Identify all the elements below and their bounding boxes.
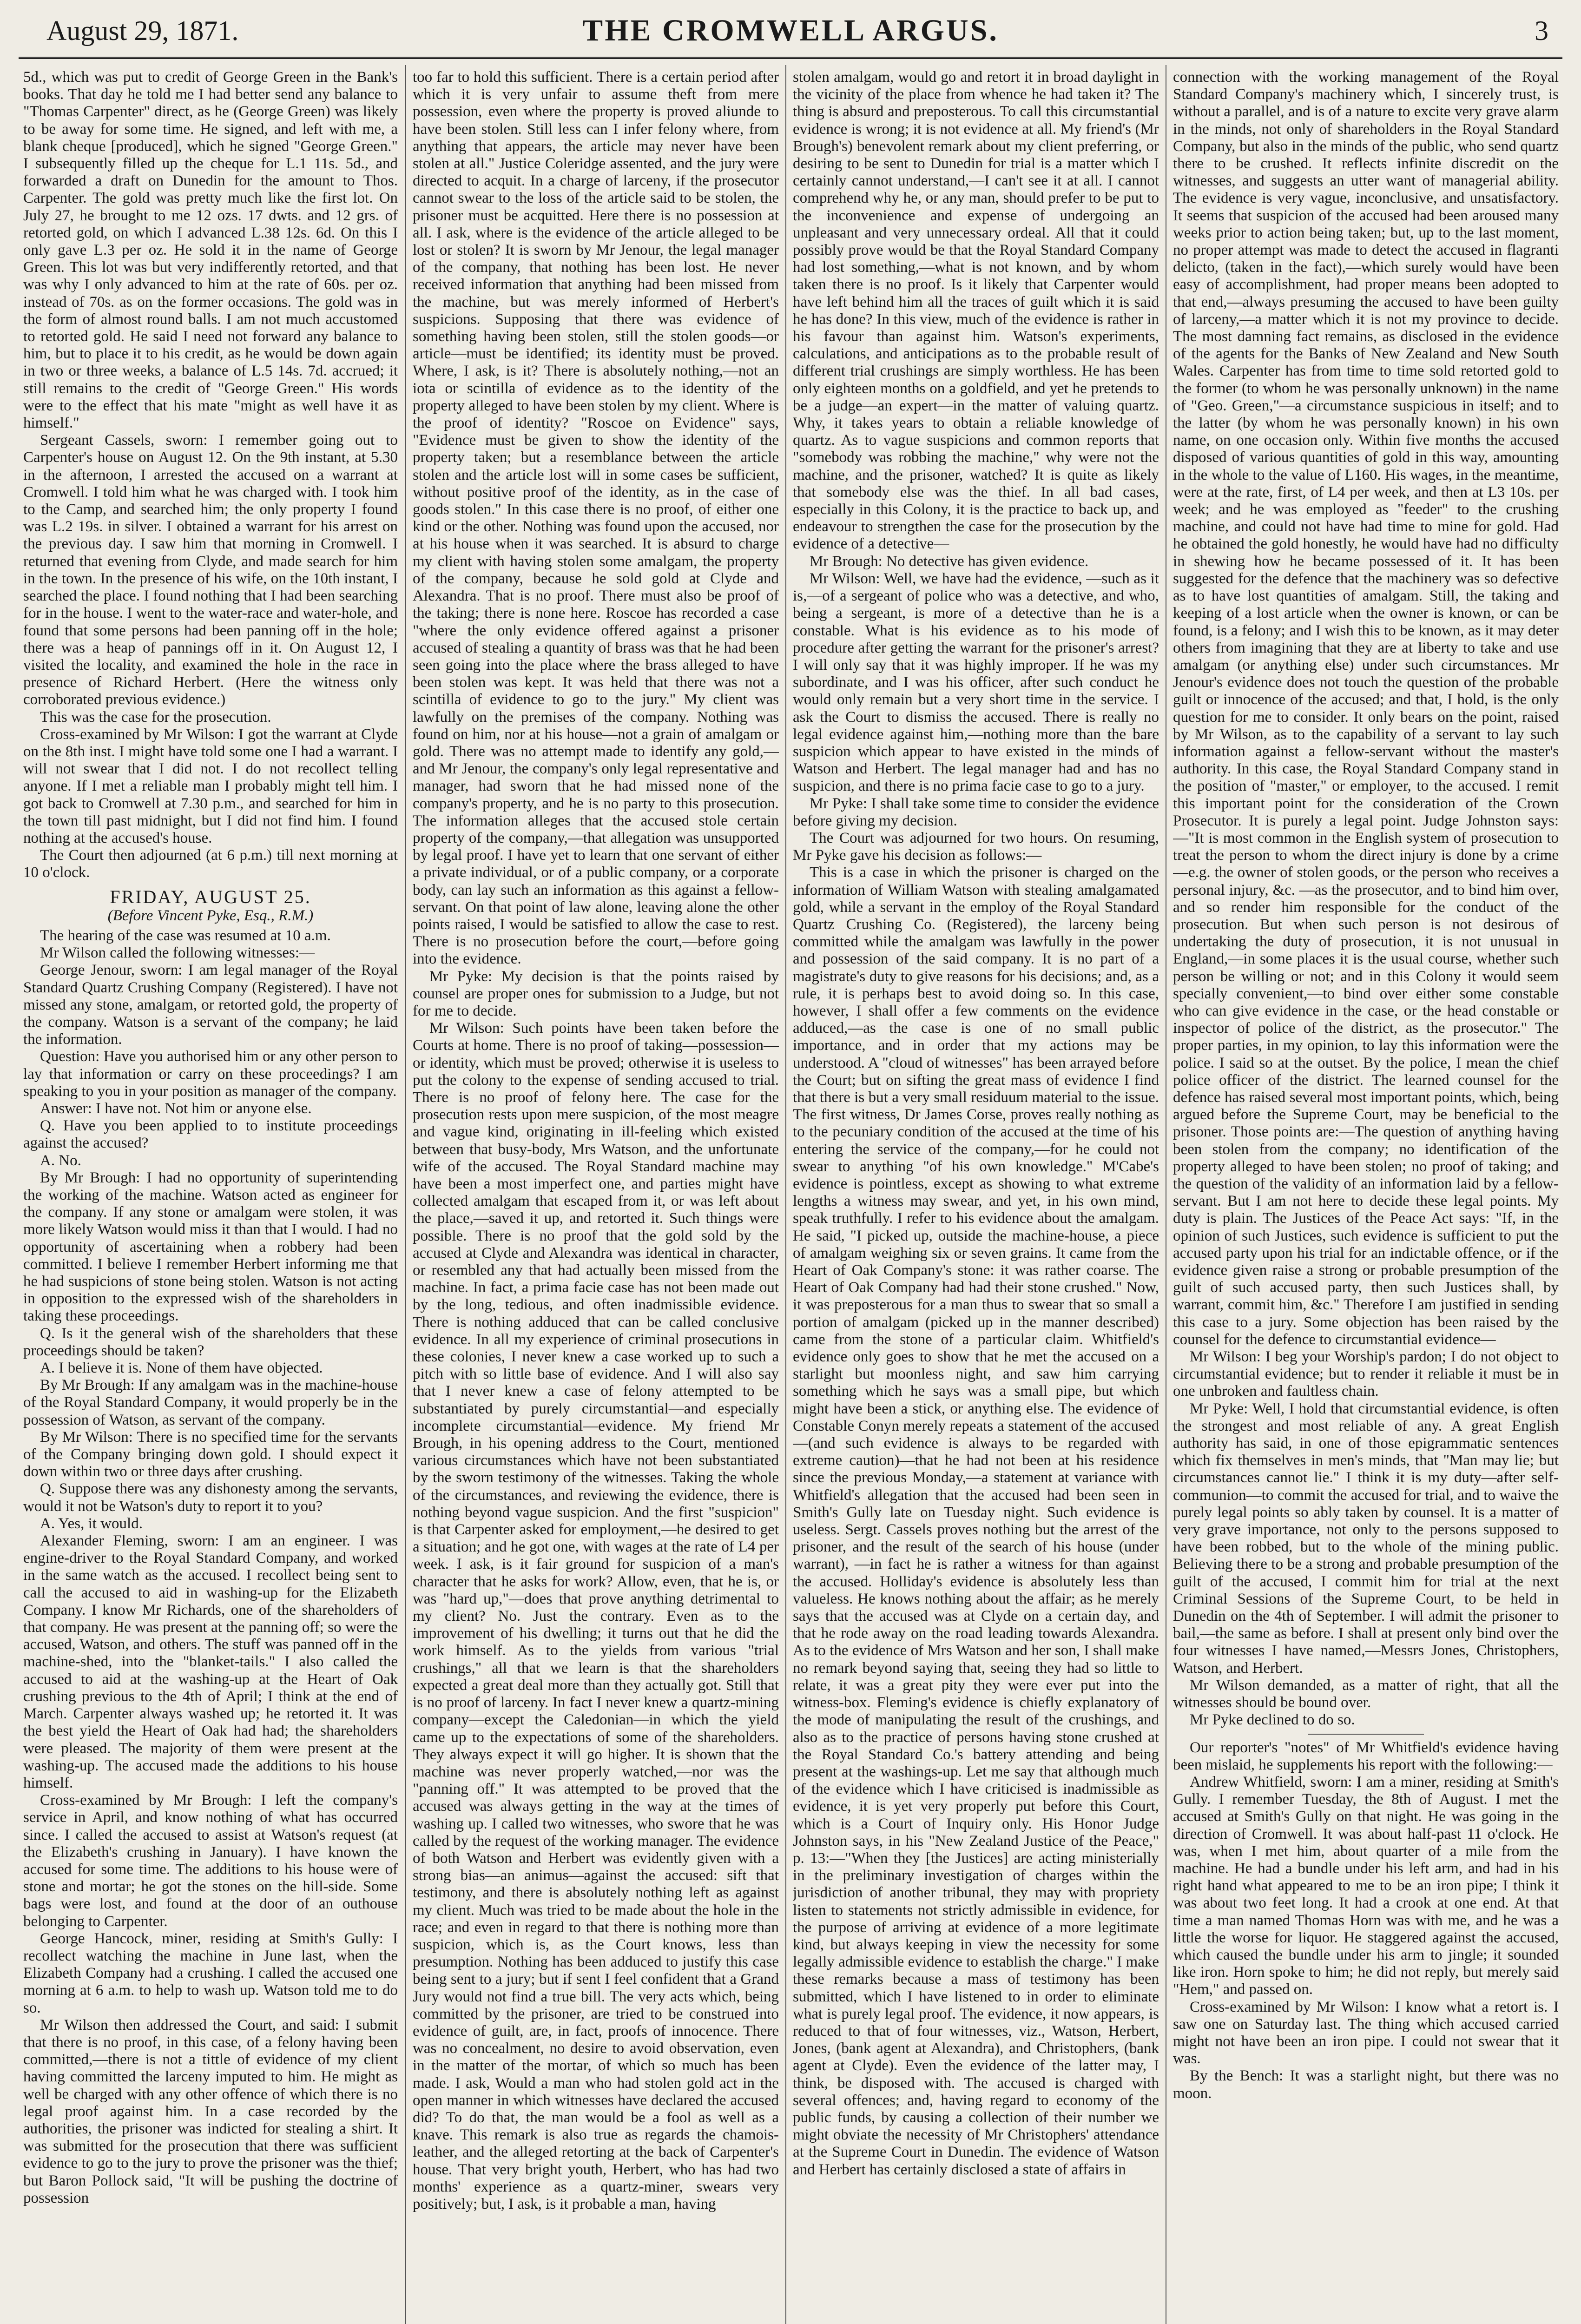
issue-date: August 29, 1871.	[46, 15, 239, 46]
article-paragraph: stolen amalgam, would go and retort it in broad daylight in the vicinity of the place from whence he had taken it? The thing is absurd and preposterous. To call this circumstantial evidence is wrong; it is not evidence at all. My friend's (Mr Brough's) benevolent remark about my client preferring, or desiring to be sent to Dunedin for trial is a matter which I certainly cannot understand,—I can't see it at all. I cannot comprehend why he, or any man, should prefer to be put to the inconvenience and expense of undergoing an unpleasant and very unnecessary ordeal. All that it could possibly prove would be that the Royal Standard Company had lost something,—what is not known, and by whom taken there is no proof. Is it likely that Carpenter would have left behind him all the traces of guilt which it is said he has done? In this view, much of the evidence is rather in his favour than against him. Watson's experiments, calculations, and anticipations as to the probable result of different trial crushings are simply worthless. He has been only eighteen months on a goldfield, and yet he pretends to be a judge—an expert—in the matter of valuing quartz. Why, it takes years to obtain a reliable knowledge of quartz. As to vague suspicions and common reports that "somebody was robbing the machine," why were not the machine, and the prisoner, watched? It is quite as likely that somebody else was the thief. In all bad cases, especially in this Colony, it is the practice to back up, and endeavour to strengthen the case for the prosecution by the evidence of a detective—	[793, 69, 1159, 553]
article-paragraph: By Mr Brough: If any amalgam was in the machine-house of the Royal Standard Company, it would properly be in the possession of Watson, as servant of the company.	[23, 1377, 398, 1428]
article-paragraph: Q. Is it the general wish of the shareholders that these proceedings should be taken?	[23, 1325, 398, 1359]
article-paragraph: George Hancock, miner, residing at Smith's Gully: I recollect watching the machine in June last, when the Elizabeth Company had a crushing. I called the accused one morning at 6 a.m. to help to wash up. Watson told me to do so.	[23, 1930, 398, 2016]
article-paragraph: A. Yes, it would.	[40, 1515, 143, 1532]
column-1	[23, 69, 398, 2324]
article-paragraph: Cross-examined by Mr Wilson: I know what a retort is. I saw one on Saturday last. The thing which accused carried might not have been an iron pipe. I could not swear that it was.	[1173, 1998, 1559, 2067]
article-paragraph: Mr Wilson then addressed the Court, and said: I submit that there is no proof, in this case, of a felony having been committed,—there is not a tittle of evidence of my client having committed the larceny imputed to him. He might as well be charged with any other offence of which there is no legal proof against him. In a case recorded by the authorities, the prisoner was indicted for stealing a shirt. It was submitted for the prosecution that there was sufficient evidence to go to the jury to prove the prisoner was the thief; but Baron Pollock said, "It will be pushing the doctrine of possession	[23, 2016, 398, 2206]
article-paragraph: Mr Wilson: Well, we have had the evidence, —such as it is,—of a sergeant of police who was a detective, and who, being a sergeant, is more of a detective than he is a constable. What is his evidence as to his mode of procedure after getting the warrant for the prisoner's arrest? I will only say that it was highly improper. If he was my subordinate, and I was his officer, after such conduct he would only remain but a very short time in the service. I ask the Court to dismiss the accused. There is really no legal evidence against him,—nothing more than the bare suspicion which appear to have existed in the minds of Watson and Herbert. The legal manager had and has no suspicion, and there is no prima facie case to go to a jury.	[793, 570, 1159, 795]
article-paragraph: Q. Have you been applied to to institute proceedings against the accused?	[23, 1117, 398, 1152]
column-rule	[405, 65, 406, 2324]
masthead	[19, 10, 1562, 59]
article-paragraph: A. I believe it is. None of them have objected.	[40, 1360, 323, 1377]
article-paragraph: Mr Brough: No detective has given evidence.	[810, 553, 1089, 570]
article-paragraph: By Mr Brough: I had no opportunity of superintending the working of the machine. Watson acted as engineer for the company. If any stone or amalgam were stolen, it was more likely Watson would miss it than that I would. I had no opportunity of ascertaining when a robbery had been committed. I believe I remember Herbert informing me that he had suspicions of stone being stolen. Watson is not acting in opposition to the expressed wish of the shareholders in taking these proceedings.	[23, 1169, 398, 1325]
article-paragraph: Cross-examined by Mr Wilson: I got the warrant at Clyde on the 8th inst. I might have told some one I had a warrant. I will not swear that I did not. I do not recollect telling anyone. If I met a reliable man I probably might tell him. I got back to Cromwell at 7.30 p.m., and searched for him in the town till past midnight, but I did not find him. I found nothing at the accused's house.	[23, 726, 398, 846]
column-2	[413, 69, 779, 2324]
article-paragraph: Our reporter's "notes" of Mr Whitfield's evidence having been mislaid, he supplements his report with the following:—	[1173, 1739, 1559, 1773]
column-3	[793, 69, 1159, 2324]
article-paragraph: A. No.	[40, 1152, 81, 1169]
article-paragraph: This was the case for the prosecution.	[40, 708, 271, 726]
article-paragraph: too far to hold this sufficient. There is a certain period after which it is very unfair to assume theft from mere possession, even where the property is proved aliunde to have been stolen. Still less can I infer felony where, from anything that appears, the article may never have been stolen at all." Justice Coleridge assented, and the jury were directed to acquit. In a charge of larceny, if the prosecutor cannot swear to the loss of the article said to be stolen, the prisoner must be acquitted. Here there is no possession at all. I ask, where is the evidence of the article alleged to be lost or stolen? It is sworn by Mr Jenour, the legal manager of the company, that nothing has been lost. He never received information that anything had been missed from the machine, but was merely informed of Herbert's suspicions. Supposing that there was evidence of something having been stolen, still the stolen goods—or article—must be identified; its identity must be proved. Where, I ask, is it? There is absolutely nothing,—not an iota or scintilla of evidence as to the identity of the property alleged to have been stolen by my client. Where is the proof of identity? "Roscoe on Evidence" says, "Evidence must be given to show the identity of the property taken; but a resemblance between the article stolen and the article lost will in some cases be sufficient, without positive proof of the identity, as in the case of goods stolen." In this case there is no proof, of either one kind or the other. Nothing was found upon the accused, nor at his house when it was searched. It is absurd to charge my client with having stolen some amalgam, the property of the company, because he sold gold at Clyde and Alexandra. That is no proof. There must also be proof of the taking; there is none here. Roscoe has recorded a case "where the only evidence offered against a prisoner accused of stealing a quantity of brass was that he had been seen going into the place where the brass alleged to have been stolen was kept. It was held that there was not a scintilla of evidence to go to the jury." My client was lawfully on the premises of the company. Nothing was found on him, nor at his house—not a grain of amalgam or gold. There was no attempt made to identify any gold,—and Mr Jenour, the company's only legal representative and manager, had sworn that he had missed none of the company's property, and he is no party to this prosecution. The information alleges that the accused stole certain property of the company,—that allegation was unsupported by legal proof. I have yet to learn that one servant of either a private individual, or of a public company, or a corporate body, can lay such an information as this against a fellow-servant. On that point of law alone, leaving alone the other points raised, I would be satisfied to allow the case to rest. There is no prosecution before the court,—before going into the evidence.	[413, 69, 779, 968]
article-paragraph: Mr Wilson called the following witnesses:—	[40, 944, 315, 962]
article-paragraph: George Jenour, sworn: I am legal manager of the Royal Standard Quartz Crushing Company (Registered). I have not missed any stone, amalgam, or retorted gold, the property of the company. Watson is a servant of the company; he laid the information.	[23, 962, 398, 1048]
article-paragraph: This is a case in which the prisoner is charged on the information of William Watson with stealing amalgamated gold, while a servant in the employ of the Royal Standard Quartz Crushing Co. (Registered), the larceny being committed while the amalgam was lawfully in the power and possession of the said company. It is no part of a magistrate's duty to give reasons for his decisions; and, as a rule, it is perhaps best to avoid doing so. In this case, however, I shall offer a few comments on the evidence adduced,—as the case is one of no small public importance, and in order that my actions may be understood. A "cloud of witnesses" has been arrayed before the Court; but on sifting the great mass of evidence I find that there is but a very small residuum material to the issue. The first witness, Dr James Corse, proves really nothing as to the pecuniary condition of the accused at the time of his entering the service of the company,—for he could not swear to anything "of his own knowledge." M'Cabe's evidence is pointless, except as showing to what extreme lengths a witness may swear, and yet, in his own mind, speak truthfully. I refer to his evidence about the amalgam. He said, "I picked up, outside the machine-house, a piece of amalgam weighing six or seven grains. It came from the Heart of Oak Company's stone: it was rather coarse. The Heart of Oak Company had had their stone crushed." Now, it was preposterous for a man thus to swear that so small a portion of amalgam (picked up in the manner described) came from the stone of a particular claim. Whitfield's evidence only goes to show that he met the accused on a starlight but moonless night, and saw him carrying something which he says was a small pipe, but which might have been a stick, or anything else. The evidence of Constable Conyn merely repeats a statement of the accused—(and such evidence is always to be regarded with extreme caution)—that he had not been at his residence since the previous Monday,—a statement at variance with Whitfield's allegation that the accused had been seen in Smith's Gully late on Tuesday night. Such evidence is useless. Sergt. Cassels proves nothing but the arrest of the prisoner, and the result of the search of his house (under warrant), —in fact he is rather a witness for than against the accused. Holliday's evidence is absolutely less than valueless. He knows nothing about the affair; as he merely says that the accused was at Clyde on a certain day, and that he rode away on the road leading towards Alexandra. As to the evidence of Mrs Watson and her son, I shall make no remark beyond saying that, seeing they had so little to relate, it was a great pity they were ever put into the witness-box. Fleming's evidence is chiefly explanatory of the mode of manipulating the result of the crushings, and also as to the practice of persons having stone crushed at the Royal Standard Co.'s battery attending and being present at the washings-up. Let me say that although much of the evidence which I have criticised is inadmissible as evidence, it is yet very properly put before this Court, which is a Court of Inquiry only. His Honor Judge Johnston says, in his "New Zealand Justice of the Peace," p. 13:—"When they [the Justices] are acting ministerially in the preliminary investigation of charges within the jurisdiction of another tribunal, they may with propriety listen to statements not strictly admissible in evidence, for the purpose of arriving at evidence of a more legitimate kind, but always keeping in view the necessity for some legally admissible evidence to establish the charge." I make these remarks because a mass of testimony has been submitted, which I have listened to in order to eliminate what is purely legal proof. The evidence, it now appears, is reduced to that of four witnesses, viz., Watson, Herbert, Jones, (bank agent at Alexandra), and Christophers, (bank agent at Clyde). Even the evidence of the latter may, I think, be disposed with. The accused is charged with several offences; and, having regard to economy of the public funds, by causing a collection of their number we might obviate the necessity of Mr Christophers' attendance at the Supreme Court in Dunedin. The evidence of Watson and Herbert has certainly disclosed a state of affairs in	[793, 864, 1159, 2178]
article-paragraph: The hearing of the case was resumed at 10 a.m.	[40, 927, 331, 944]
article-paragraph: Mr Wilson: Such points have been taken before the Courts at home. There is no proof of taking—possession—or identity, which must be proved; otherwise it is useless to put the colony to the expense of sending accused to trial. There is no proof of felony here. The case for the prosecution rests upon mere suspicion, of the most meagre and vague kind, originating in ill-feeling which existed between that busy-body, Mrs Watson, and the unfortunate wife of the accused. The Royal Standard machine may have been a most imperfect one, and parties might have collected amalgam that escaped from it, or was left about the place,—saved it up, and retorted it. Such things were possible. There is no proof that the gold sold by the accused at Clyde and Alexandra was identical in character, or resembled any that had actually been missed from the machine. In fact, a prima facie case has not been made out by the long, tedious, and often inadmissible evidence. There is nothing adduced that can be called conclusive evidence. In all my experience of criminal prosecutions in these colonies, I never knew a case worked up to such a pitch with so little base of evidence. And I will also say that I never knew a case of felony attempted to be substantiated by purely circumstantial—and especially incomplete circumstantial—evidence. My friend Mr Brough, in his opening address to the Court, mentioned various circumstances which have not been substantiated by the sworn testimony of the witnesses. Taking the whole of the circumstances, and reviewing the evidence, there is nothing beyond vague suspicion. And the first "suspicion" is that Carpenter asked for employment,—he desired to get a situation; and he got one, with wages at the rate of L4 per week. I ask, is it fair ground for suspicion of a man's character that he asks for work? Allow, even, that he is, or was "hard up,"—does that prove anything detrimental to my client? No. Just the contrary. Even as to the improvement of his dwelling; it turns out that he did the work himself. As to the yields from various "trial crushings," all that we learn is that the shareholders expected a great deal more than they actually got. Still that is no proof of larceny. In fact I never knew a quartz-mining company—except the Caledonian—in which the yield came up to the expectations of some of the shareholders. They always expect it will go higher. It is shown that the machine was never properly watched,—nor was the "panning off." It was attempted to be proved that the accused was always getting in the way at the times of washing up. I called two witnesses, who swore that he was called by the request of the working manager. The evidence of both Watson and Herbert was evidently given with a strong bias—an animus—against the accused: sift that testimony, and there is absolutely nothing left as against my client. Much was tried to be made about the hole in the race; and even in regard to that there is nothing more than suspicion, which is, as the Court knows, less than presumption. Nothing has been adduced to justify this case being sent to a jury; but if sent I feel confident that a Grand Jury would not find a true bill. The very acts which, being committed by the prisoner, are tried to be construed into evidence of guilt, are, in fact, proofs of innocence. There was no concealment, no desire to avoid observation, even in the matter of the mortar, of which so much has been made. I ask, Would a man who had stolen gold act in the open manner in which witnesses have declared the accused did? To do that, the man would be a fool as well as a knave. This remark is also true as regards the chamois-leather, and the alleged retorting at the back of Carpenter's house. That very bright youth, Herbert, who has had two months' experience as a quartz-miner, swears very positively; but, I ask, is it probable a man, having	[413, 1020, 779, 2212]
article-paragraph: Question: Have you authorised him or any other person to lay that information or carry on these proceedings? I am speaking to you in your position as manager of the company.	[23, 1048, 398, 1100]
article-paragraph: Mr Pyke declined to do so.	[1190, 1711, 1355, 1729]
newspaper-title: THE CROMWELL ARGUS.	[582, 13, 999, 47]
section-separator	[1308, 1734, 1424, 1735]
article-paragraph: Cross-examined by Mr Brough: I left the company's service in April, and know nothing of what has occurred since. I called the accused to assist at Watson's request (at the Elizabeth's crushing in January). I have known the accused for some time. The additions to his house were of stone and mortar; he got the stones on the hill-side. Some bags were lost, and found at the door of an outhouse belonging to Carpenter.	[23, 1792, 398, 1930]
article-paragraph: The Court then adjourned (at 6 p.m.) till next morning at 10 o'clock.	[23, 847, 398, 881]
article-paragraph: Sergeant Cassels, sworn: I remember going out to Carpenter's house on August 12. On the 9th instant, at 5.30 in the afternoon, I arrested the accused on a warrant at Cromwell. I told him what he was charged with. I took him to the Camp, and searched him; the only property I found was L.2 19s. in silver. I obtained a warrant for his arrest on the previous day. I saw him that morning in Cromwell. I returned that evening from Clyde, and made search for him in the town. In the presence of his wife, on the 10th instant, I searched the place. I found nothing that I had been searching for in the house. I went to the water-race and water-hole, and found that some persons had been panning off in the hole; there was a heap of pannings off in it. On August 12, I visited the locality, and examined the hole in the race in presence of Richard Herbert. (Here the witness only corroborated previous evidence.)	[23, 432, 398, 708]
article-paragraph: Q. Suppose there was any dishonesty among the servants, would it not be Watson's duty to report it to you?	[23, 1480, 398, 1515]
article-paragraph: Mr Pyke: I shall take some time to consider the evidence before giving my decision.	[793, 795, 1159, 829]
article-paragraph: Mr Wilson demanded, as a matter of right, that all the witnesses should be bound over.	[1173, 1677, 1559, 1711]
article-paragraph: By Mr Wilson: There is no specified time for the servants of the Company bringing down gold. I should expect it down within two or three days after crushing.	[23, 1428, 398, 1480]
article-paragraph: Mr Pyke: Well, I hold that circumstantial evidence, is often the strongest and most reliable of any. A great English authority has said, in one of those epigrammatic sentences which fix themselves in men's minds, that "Man may lie; but circumstances cannot lie." I think it is my duty—after self-communion—to commit the accused for trial, and to waive the purely legal points so ably taken by counsel. It is a matter of very grave importance, not only to the persons supposed to have been robbed, but to the whole of the mining public. Believing there to be a strong and probable presumption of the guilt of the accused, I commit him for trial at the next Criminal Sessions of the Supreme Court, to be held in Dunedin on the 4th of September. I will admit the prisoner to bail,—the same as before. I shall at present only bind over the four witnesses I have named,—Messrs Jones, Christophers, Watson, and Herbert.	[1173, 1400, 1559, 1677]
column-4	[1173, 69, 1559, 2324]
article-paragraph: Alexander Fleming, sworn: I am an engineer. I was engine-driver to the Royal Standard Company, and worked in the same watch as the accused. I recollect being sent to call the accused to aid in washing-up for the Elizabeth Company. I know Mr Richards, one of the shareholders of that company. He was present at the panning off; so were the accused, Watson, and others. The stuff was panned off in the machine-shed, into the "blanket-tails." I also called the accused to aid at the washing-up at the Heart of Oak crushing previous to the 4th of April; I think at the end of March. Carpenter always washed up; he retorted it. It was the best yield the Heart of Oak had had; the shareholders were pleased. The majority of them were present at the washing-up. The accused made the additions to his house himself.	[23, 1532, 398, 1791]
article-paragraph: 5d., which was put to credit of George Green in the Bank's books. That day he told me I had better send any balance to "Thomas Carpenter" direct, as he (George Green) was likely to be away for some time. He signed, and left with me, a blank cheque [produced], which he signed "George Green." I subsequently filled up the cheque for L.1 11s. 5d., and forwarded a draft on Dunedin for the amount to Thos. Carpenter. The gold was pretty much like the first lot. On July 27, he brought to me 12 ozs. 17 dwts. and 12 grs. of retorted gold, on which I advanced L.38 12s. 6d. On this I only gave L.3 per oz. He sold it in the name of George Green. This lot was but very indifferently retorted, and that was why I only advanced to him at the rate of 60s. per oz. instead of 70s. as on the former occasions. The gold was in the form of almost round balls. I am not much accustomed to retorted gold. He said I need not forward any balance to him, but to place it to his credit, as he would be down again in two or three weeks, a balance of L.5 14s. 7d. accrued; it still remains to the credit of "George Green." His words were to the effect that his mate "might as well have it as himself."	[23, 69, 398, 432]
article-paragraph: Andrew Whitfield, sworn: I am a miner, residing at Smith's Gully. I remember Tuesday, the 8th of August. I met the accused at Smith's Gully on that night. He was going in the direction of Cromwell. It was about half-past 11 o'clock. He was, when I met him, about quarter of a mile from the machine. He had a bundle under his left arm, and had in his right hand what appeared to me to be an iron pipe; I think it was about two feet long. It had a crook at one end. At that time a man named Thomas Horn was with me, and he was a little the worse for liquor. He staggered against the accused, which caused the bundle under his arm to jingle; it sounded like iron. Horn spoke to him; he did not reply, but merely said "Hem," and passed on.	[1173, 1773, 1559, 1998]
article-paragraph: The Court was adjourned for two hours. On resuming, Mr Pyke gave his decision as follows:—	[793, 829, 1159, 864]
article-paragraph: Mr Pyke: My decision is that the points raised by counsel are proper ones for submission to a Judge, but not for me to decide.	[413, 968, 779, 1019]
page-number: 3	[1535, 15, 1548, 46]
column-rule	[785, 65, 786, 2324]
article-paragraph: Mr Wilson: I beg your Worship's pardon; I do not object to circumstantial evidence; but to render it reliable it must be in one unbroken and faultless chain.	[1173, 1348, 1559, 1400]
article-paragraph: Answer: I have not. Not him or anyone else.	[40, 1100, 312, 1117]
section-heading: FRIDAY, AUGUST 25.	[110, 886, 311, 907]
article-paragraph: connection with the working management of the Royal Standard Company's machinery which, I sincerely trust, is without a parallel, and is of a nature to excite very grave alarm in the minds, not only of shareholders in the Royal Standard Company, but also in the minds of the public, who send quartz there to be crushed. It reflects infinite discredit on the witnesses, and suggests an utter want of managerial ability. The evidence is very vague, inconclusive, and unsatisfactory. It seems that suspicion of the accused had been aroused many weeks prior to action being taken; but, up to the last moment, no proper attempt was made to detect the accused in flagranti delicto, (taken in the fact),—which surely would have been easy of accomplishment, had proper means been adopted to that end,—always presuming the accused to have been guilty of larceny,—a matter which it is not my province to decide. The most damning fact remains, as disclosed in the evidence of the agents for the Banks of New Zealand and New South Wales. Carpenter has from time to time sold retorted gold to the former (to whom he was personally unknown) in the name of "Geo. Green,"—a circumstance suspicious in itself; and to the latter (by whom he was personally known) in his own name, on one occasion only. Within five months the accused disposed of various quantities of gold in this way, amounting in the whole to the value of L160. His wages, in the meantime, were at the rate, first, of L4 per week, and then at L3 10s. per week; and he was employed as "feeder" to the crushing machine, and could not have had time to mine for gold. Had he obtained the gold honestly, he would have had no difficulty in shewing how he became possessed of it. It has been suggested for the defence that the machinery was so defective as to have lost quantities of amalgam. Still, the taking and keeping of a lost article when the owner is known, or can be found, is a felony; and I wish this to be known, as it may deter others from imagining that they are at liberty to take and use amalgam (or anything else) under such circumstances. Mr Jenour's evidence does not touch the question of the probable guilt or innocence of the accused; and that, I hold, is the only question for me to consider. It only bears on the point, raised by Mr Wilson, as to the capability of a servant to lay such information against a fellow-servant without the master's authority. In this case, the Royal Standard Company stand in the position of "master," or employer, to the accused. I remit this important point for the consideration of the Crown Prosecutor. It is purely a legal point. Judge Johnston says:—"It is most common in the English system of prosecution to treat the person to whom the direct injury is done by a crime—e.g. the owner of stolen goods, or the person who receives a personal injury, &c. —as the prosecutor, and to bind him over, and so render him responsible for the conduct of the prosecution. But when such person is not desirous of undertaking the duty of prosecution, it is not unusual in England,—in some places it is the usual course, whether such person be willing or not; and in this Colony it would seem specially convenient,—to bind over either some constable who can give evidence in the case, or the head constable or inspector of police of the district, as the prosecutor." The proper parties, in my opinion, to lay this information were the police. I said so at the outset. By the police, I mean the chief police officer of the district. The learned counsel for the defence has raised several most important points, which, being argued before the Supreme Court, may be beneficial to the prisoner. Those points are:—The question of anything having been stolen from the company; no identification of the property alleged to have been stolen; no proof of taking; and the question of the validity of an information laid by a fellow-servant. But I am not here to decide these legal points. My duty is plain. The Justices of the Peace Act says: "If, in the opinion of such Justices, such evidence is sufficient to put the accused party upon his trial for an indictable offence, or if the evidence given raise a strong or probable presumption of the guilt of such accused party, then such Justices shall, by warrant, commit him, &c." Therefore I am justified in sending this case to a jury. Some objection has been raised by the counsel for the defence to circumstantial evidence—	[1173, 69, 1559, 1348]
section-byline: (Before Vincent Pyke, Esq., R.M.)	[107, 907, 314, 924]
article-paragraph: By the Bench: It was a starlight night, but there was no moon.	[1173, 2067, 1559, 2102]
